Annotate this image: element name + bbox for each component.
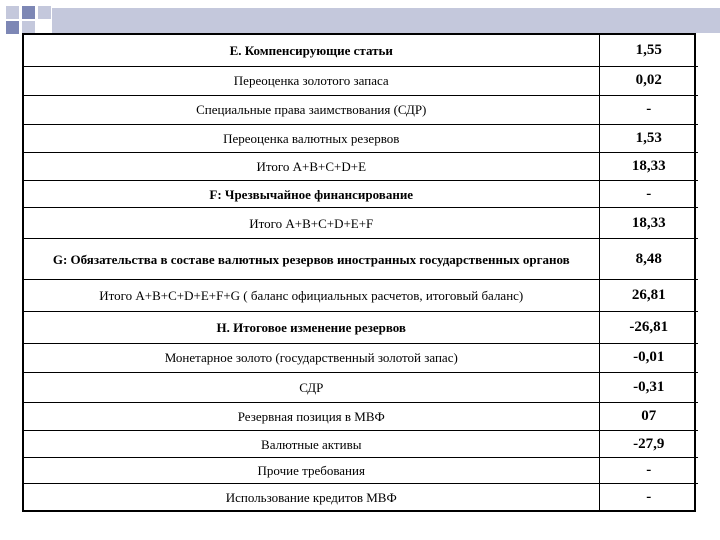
row-label: E. Компенсирующие статьи <box>24 35 599 66</box>
row-label: Итого A+B+C+D+E+F+G ( баланс официальных расчетов, итоговый баланс) <box>24 280 599 311</box>
table-row <box>24 66 698 95</box>
row-value: - <box>599 484 698 510</box>
row-value: 8,48 <box>599 239 698 280</box>
row-value: - <box>599 181 698 208</box>
deco-square <box>38 6 51 19</box>
deco-square <box>22 6 35 19</box>
row-label: G: Обязательства в составе валютных резервов иностранных государственных органов <box>24 239 599 280</box>
row-value: 1,55 <box>599 35 698 66</box>
table-row <box>24 458 698 484</box>
row-label: СДР <box>24 372 599 402</box>
row-value: -27,9 <box>599 431 698 458</box>
row-label: Валютные активы <box>24 431 599 458</box>
row-label: Монетарное золото (государственный золотой запас) <box>24 343 599 372</box>
table-row <box>24 311 698 343</box>
row-value: 18,33 <box>599 152 698 180</box>
table-row <box>24 95 698 124</box>
row-label: Итого A+B+C+D+E <box>24 152 599 180</box>
row-label: H. Итоговое изменение резервов <box>24 311 599 343</box>
table-row <box>24 208 698 239</box>
row-value: -26,81 <box>599 311 698 343</box>
table-row <box>24 484 698 510</box>
row-value: 18,33 <box>599 208 698 239</box>
row-value: - <box>599 458 698 484</box>
table-row <box>24 124 698 152</box>
balance-table <box>22 33 696 512</box>
table-row <box>24 35 698 66</box>
table-row <box>24 343 698 372</box>
row-value: 07 <box>599 402 698 430</box>
row-label: Переоценка валютных резервов <box>24 124 599 152</box>
table-row <box>24 280 698 311</box>
row-label: Использование кредитов МВФ <box>24 484 599 510</box>
deco-square <box>6 6 19 19</box>
deco-square <box>6 21 19 34</box>
row-value: -0,01 <box>599 343 698 372</box>
row-label: Специальные права заимствования (СДР) <box>24 95 599 124</box>
row-label: Прочие требования <box>24 458 599 484</box>
row-label: Переоценка золотого запаса <box>24 66 599 95</box>
row-value: -0,31 <box>599 372 698 402</box>
row-value: 1,53 <box>599 124 698 152</box>
row-value: - <box>599 95 698 124</box>
row-value: 0,02 <box>599 66 698 95</box>
row-label: Резервная позиция в МВФ <box>24 402 599 430</box>
table-row <box>24 431 698 458</box>
table-row <box>24 239 698 280</box>
table-body <box>24 35 698 510</box>
deco-bar <box>52 8 720 33</box>
table-row <box>24 152 698 180</box>
table-row <box>24 402 698 430</box>
row-value: 26,81 <box>599 280 698 311</box>
row-label: F: Чрезвычайное финансирование <box>24 181 599 208</box>
table-row <box>24 372 698 402</box>
row-label: Итого A+B+C+D+E+F <box>24 208 599 239</box>
table-row <box>24 181 698 208</box>
